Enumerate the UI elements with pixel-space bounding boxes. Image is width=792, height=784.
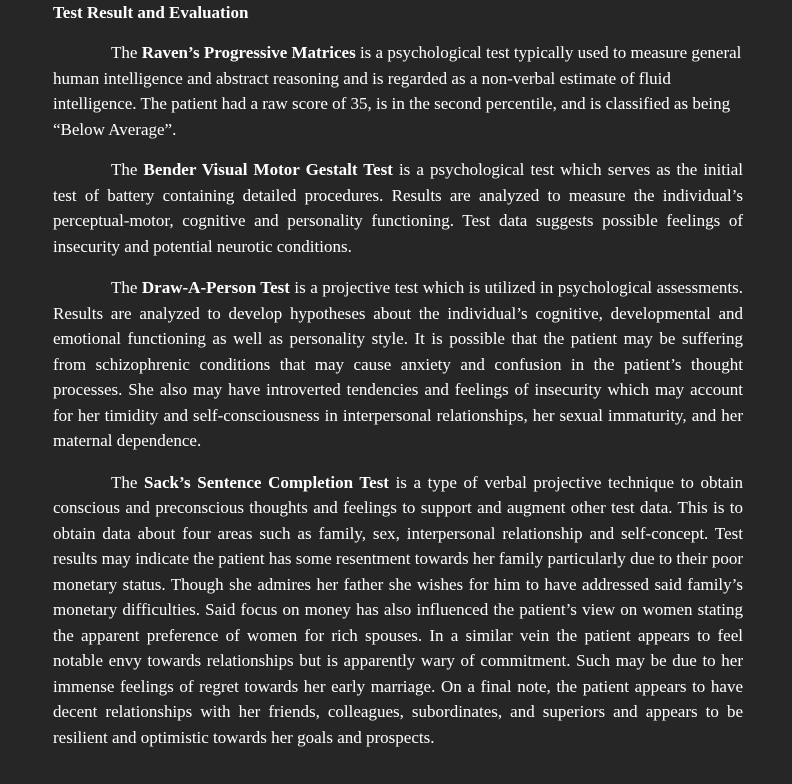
paragraph-lead: The	[111, 160, 144, 179]
test-name-bender: Bender Visual Motor Gestalt Test	[143, 160, 393, 179]
paragraph-sacks	[53, 470, 743, 751]
paragraph-ravens	[53, 40, 743, 142]
paragraph-lead: The	[111, 278, 142, 297]
section-heading: Test Result and Evaluation	[53, 3, 249, 22]
paragraph-lead: The	[111, 472, 145, 492]
paragraph-text: is a psychological test typically used to measure general human intelligence and abstract reasoning and is regarded as a non-verbal estimate of fluid intelligence. The patient had a raw score of 35, is in the second percentile, and is classified as being “Below Average”.	[53, 43, 742, 139]
test-name-sacks: Sack’s Sentence Completion Test	[144, 472, 389, 492]
paragraph-text: is a projective test which is utilized in psychological assessments. Results are analyzed to develop hypotheses about the individual’s cognitive, developmental and emotional functioning as well as personality style. It is possible that the patient may be suffering from schizophrenic conditions that may cause anxiety and confusion in the patient’s thought processes. She also may have introverted tendencies and feelings of insecurity which may account for her timidity and self-consciousness in interpersonal relationships, her sexual immaturity, and her maternal dependence.	[53, 278, 743, 450]
test-name-draw-a-person: Draw-A-Person Test	[141, 278, 290, 297]
document-body	[53, 0, 743, 750]
paragraph-text: is a type of verbal projective technique to obtain conscious and preconscious thoughts and feelings to support and augment other test data. This is to obtain data about four areas such as family, sex, interpersonal relationship and self-concept. Test results may indicate the patient has some resentment towards her family particularly due to their poor monetary status. Though she admires her father she wishes for him to have addressed said family’s monetary difficulties. Said focus on money has also influenced the patient’s view on women stating the apparent preference of women for rich spouses. In a similar vein the patient appears to feel notable envy towards relationships but is apparently wary of commitment. Such may be due to her immense feelings of regret towards her early marriage. On a final note, the patient appears to have decent relationships with her friends, colleagues, subordinates, and superiors and appears to be resilient and optimistic towards her goals and prospects.	[53, 472, 743, 747]
test-name-ravens: Raven’s Progressive Matrices	[141, 43, 356, 62]
paragraph-lead: The	[111, 43, 142, 62]
paragraph-bender	[53, 157, 743, 259]
paragraph-draw-a-person	[53, 275, 743, 454]
paragraph-text: is a psychological test which serves as the initial test of battery containing detailed procedures. Results are analyzed to measure the individual’s perceptual-motor, cognitive and personality functioning. Test data suggests possible feelings of insecurity and potential neurotic conditions.	[53, 160, 743, 256]
